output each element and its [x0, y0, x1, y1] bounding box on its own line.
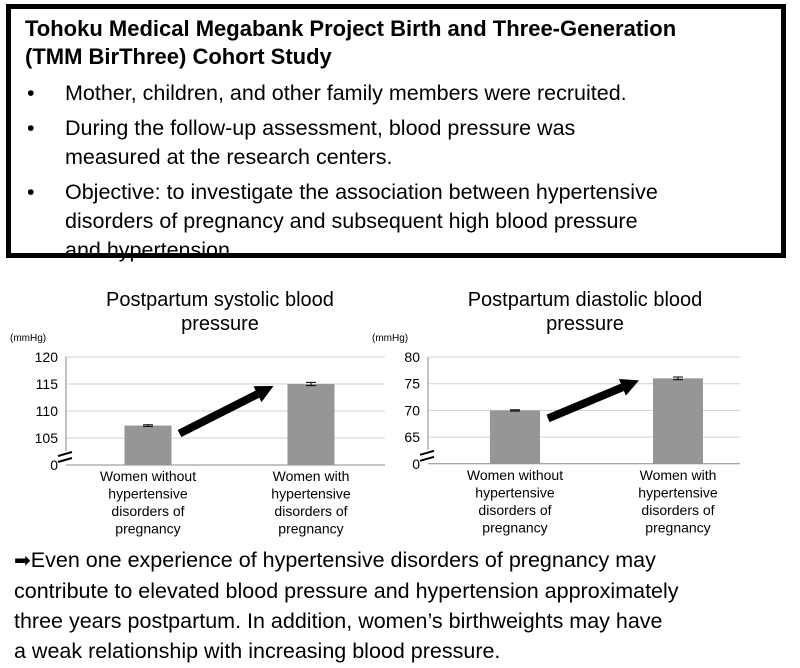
- conclusion-text: [14, 545, 794, 666]
- systolic-bar: [288, 384, 335, 465]
- systolic-axis-break-icon: [58, 452, 72, 462]
- conclusion-line-1-text: Even one experience of hypertensive disorders of pregnancy may: [30, 548, 656, 572]
- diastolic-tick-label: 65: [404, 429, 420, 446]
- diastolic-category-label: Women without: [466, 466, 564, 483]
- bullet-text-line: Mother, children, and other family members were recruited.: [65, 81, 627, 105]
- systolic-trend-arrow-icon: [180, 394, 258, 433]
- conclusion-line-4: a weak relationship with increasing blood pressure.: [14, 639, 501, 663]
- systolic-category-label: pregnancy: [278, 520, 344, 537]
- diastolic-axis-break-icon: [420, 451, 434, 461]
- systolic-tick-label: 110: [35, 403, 58, 419]
- diastolic-unit-label: (mmHg): [372, 333, 409, 344]
- systolic-category-label: pregnancy: [115, 520, 181, 537]
- bullet-text-line: disorders of pregnancy and subsequent high blood pressure: [65, 209, 638, 233]
- systolic-category-label: hypertensive: [108, 485, 188, 502]
- bullet-dot: •: [27, 116, 35, 140]
- bullet-text-line: During the follow-up assessment, blood pressure was: [65, 116, 576, 140]
- systolic-tick-label: 0: [50, 457, 58, 473]
- diastolic-tick-label: 70: [404, 402, 420, 419]
- systolic-tick-label: 105: [34, 430, 58, 446]
- systolic-title-line-1: Postpartum systolic blood: [106, 289, 334, 311]
- systolic-category-label: Women without: [99, 468, 197, 484]
- diastolic-trend-arrow-icon: [548, 387, 622, 418]
- diastolic-category-label: disorders of: [478, 501, 552, 518]
- systolic-category-label: hypertensive: [271, 485, 351, 502]
- systolic-tick-label: 120: [34, 349, 58, 365]
- diastolic-title-line-2: pressure: [546, 313, 624, 335]
- bullet-dot: •: [27, 180, 35, 204]
- diastolic-tick-label: 80: [404, 349, 420, 365]
- conclusion-line-2: contribute to elevated blood pressure and hypertension approximately: [14, 579, 679, 603]
- diastolic-tick-label: 75: [404, 375, 420, 392]
- diastolic-category-label: pregnancy: [645, 519, 711, 536]
- systolic-category-label: disorders of: [111, 503, 185, 519]
- systolic-category-label: disorders of: [274, 503, 348, 519]
- study-title-line-2: (TMM BirThree) Cohort Study: [25, 44, 332, 69]
- bullet-dot: •: [27, 81, 35, 105]
- conclusion-line-3: three years postpartum. In addition, women’s birthweights may have: [14, 609, 663, 633]
- diastolic-bar: [490, 410, 540, 463]
- systolic-unit-label: (mmHg): [10, 333, 47, 344]
- diastolic-category-label: disorders of: [641, 501, 715, 518]
- diastolic-title-line-1: Postpartum diastolic blood: [467, 289, 703, 311]
- diastolic-tick-label: 0: [412, 455, 420, 472]
- systolic-title-line-2: pressure: [181, 313, 259, 335]
- conclusion-arrow-icon: ➡: [14, 550, 31, 572]
- diastolic-bar: [653, 378, 703, 463]
- bullet-text-line: measured at the research centers.: [65, 145, 393, 169]
- systolic-category-label: Women with: [272, 468, 350, 484]
- conclusion-line-1: [14, 545, 794, 576]
- bullet-text-line: and hypertension.: [65, 238, 236, 262]
- systolic-tick-label: 115: [35, 376, 58, 392]
- diastolic-category-label: pregnancy: [482, 519, 548, 536]
- bullet-text-line: Objective: to investigate the association between hypertensive: [65, 180, 658, 204]
- diastolic-category-label: hypertensive: [475, 484, 555, 501]
- systolic-bar: [125, 426, 172, 465]
- study-title-line-1: Tohoku Medical Megabank Project Birth and Three-Generation: [25, 16, 677, 41]
- diastolic-category-label: hypertensive: [638, 484, 718, 501]
- diastolic-category-label: Women with: [639, 466, 717, 483]
